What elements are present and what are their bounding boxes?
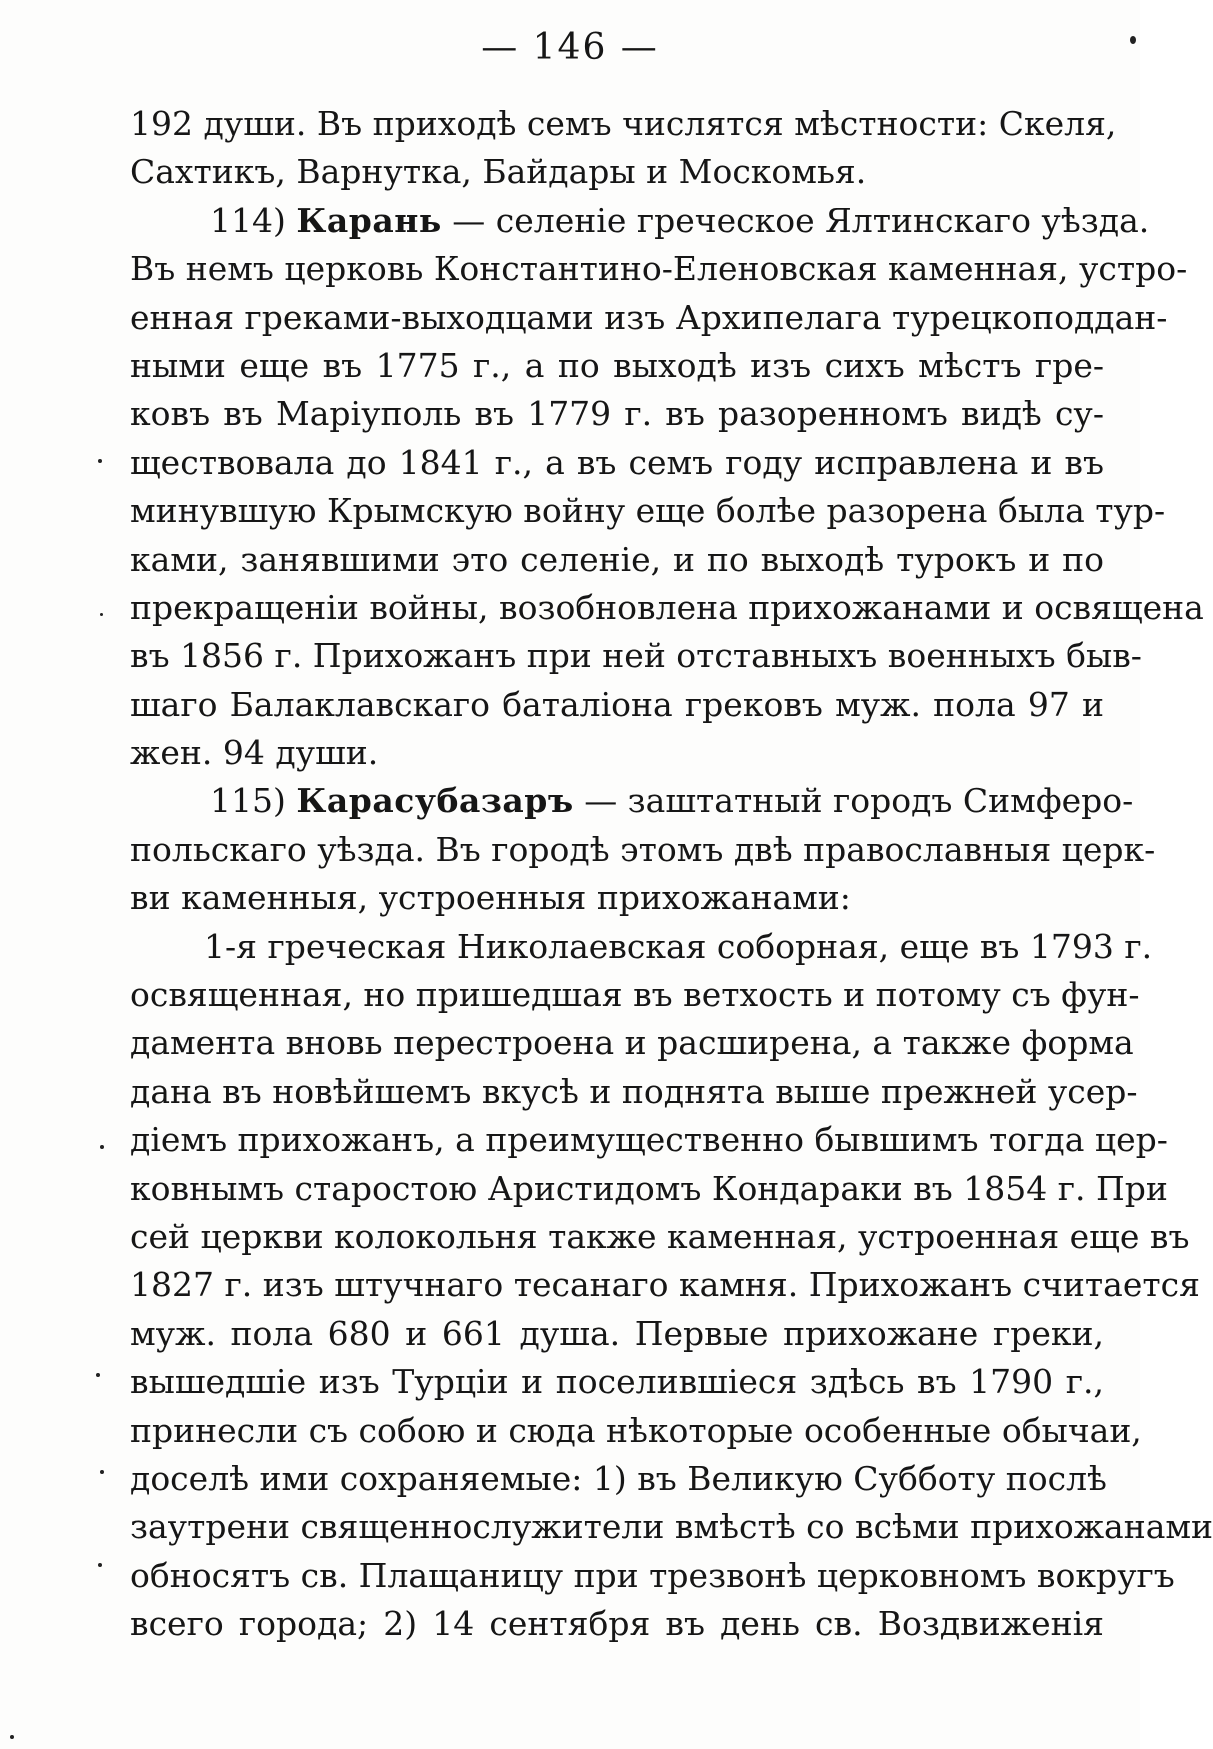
- scan-speck: [100, 1470, 104, 1474]
- text-line: сей церкви колокольня также каменная, устроенная еще въ: [130, 1216, 1190, 1256]
- scan-speck: [1130, 36, 1136, 44]
- entry-heading: Карасубазаръ: [296, 781, 574, 821]
- text-line: прекращеніи войны, возобновлена прихожанами и освящена: [130, 587, 1204, 627]
- scan-speck: [96, 1373, 100, 1377]
- text-line: муж. пола 680 и 661 душа. Первые прихожане греки,: [130, 1313, 1104, 1353]
- text-line: 1827 г. изъ штучнаго тесанаго камня. Прихожанъ считается: [130, 1265, 1200, 1305]
- text-line: заутрени священнослужители вмѣстѣ со всѣми прихожанами: [130, 1507, 1213, 1547]
- text-line: жен. 94 души.: [130, 733, 379, 773]
- text-line: ществовала до 1841 г., а въ семъ году исправлена и въ: [130, 442, 1104, 482]
- text-line: вышедшіе изъ Турціи и поселившіеся здѣсь въ 1790 г.,: [130, 1362, 1104, 1402]
- entry-heading-line: [130, 197, 1150, 245]
- text-line: енная греками-выходцами изъ Архипелага турецкоподдан-: [130, 297, 1168, 337]
- entry-number: 115): [210, 781, 286, 821]
- page-body-text: [130, 100, 1213, 1649]
- text-line: всего города; 2) 14 сентября въ день св. Воздвиженія: [130, 1604, 1104, 1644]
- text-line: шаго Балаклавскаго баталіона грековъ муж. пола 97 и: [130, 684, 1104, 724]
- text-line: дана въ новѣйшемъ вкусѣ и поднята выше прежней усер-: [130, 1071, 1138, 1111]
- text-line: принесли съ собою и сюда нѣкоторые особенные обычаи,: [130, 1410, 1142, 1450]
- entry-heading-rest: — заштатный городъ Симферо-: [584, 781, 1134, 821]
- page-number: — 146 —: [481, 27, 659, 68]
- entry-heading: Карань: [296, 200, 442, 240]
- scan-speck: [100, 1145, 104, 1149]
- scan-speck: [100, 613, 103, 616]
- text-line: діемъ прихожанъ, а преимущественно бывшимъ тогда цер-: [130, 1120, 1168, 1160]
- entry-heading-rest: — селеніе греческое Ялтинскаго уѣзда.: [452, 200, 1150, 240]
- text-line: ковнымъ старостою Аристидомъ Кондараки въ 1854 г. При: [130, 1168, 1168, 1208]
- text-line: освященная, но пришедшая въ ветхость и потому съ фун-: [130, 975, 1140, 1015]
- text-line: ковъ въ Маріуполь въ 1779 г. въ разоренномъ видѣ су-: [130, 394, 1104, 434]
- text-line: польскаго уѣзда. Въ городѣ этомъ двѣ православныя церк-: [130, 829, 1156, 869]
- text-line: ными еще въ 1775 г., а по выходѣ изъ сихъ мѣстъ гре-: [130, 345, 1104, 385]
- text-line: въ 1856 г. Прихожанъ при ней отставныхъ военныхъ быв-: [130, 636, 1142, 676]
- text-line: доселѣ ими сохраняемые: 1) въ Великую Субботу послѣ: [130, 1458, 1107, 1498]
- text-line: 1-я греческая Николаевская соборная, еще въ 1793 г.: [204, 926, 1153, 966]
- text-line: Въ немъ церковь Константино-Еленовская каменная, устро-: [130, 249, 1188, 289]
- text-line: ками, занявшими это селеніе, и по выходѣ турокъ и по: [130, 539, 1104, 579]
- scan-speck: [10, 1735, 14, 1739]
- entry-heading-line: [130, 777, 1134, 825]
- text-line: Сахтикъ, Варнутка, Байдары и Москомья.: [130, 152, 867, 192]
- text-line: минувшую Крымскую войну еще болѣе разорена была тур-: [130, 491, 1166, 531]
- text-line: обносятъ св. Плащаницу при трезвонѣ церковномъ вокругъ: [130, 1555, 1175, 1595]
- text-line: дамента вновь перестроена и расширена, а также форма: [130, 1023, 1134, 1063]
- text-line: 192 души. Въ приходѣ семъ числятся мѣстности: Скеля,: [130, 104, 1117, 143]
- text-line: ви каменныя, устроенныя прихожанами:: [130, 878, 851, 918]
- entry-number: 114): [210, 200, 286, 240]
- scan-speck: [98, 459, 102, 463]
- scan-speck: [98, 1563, 102, 1567]
